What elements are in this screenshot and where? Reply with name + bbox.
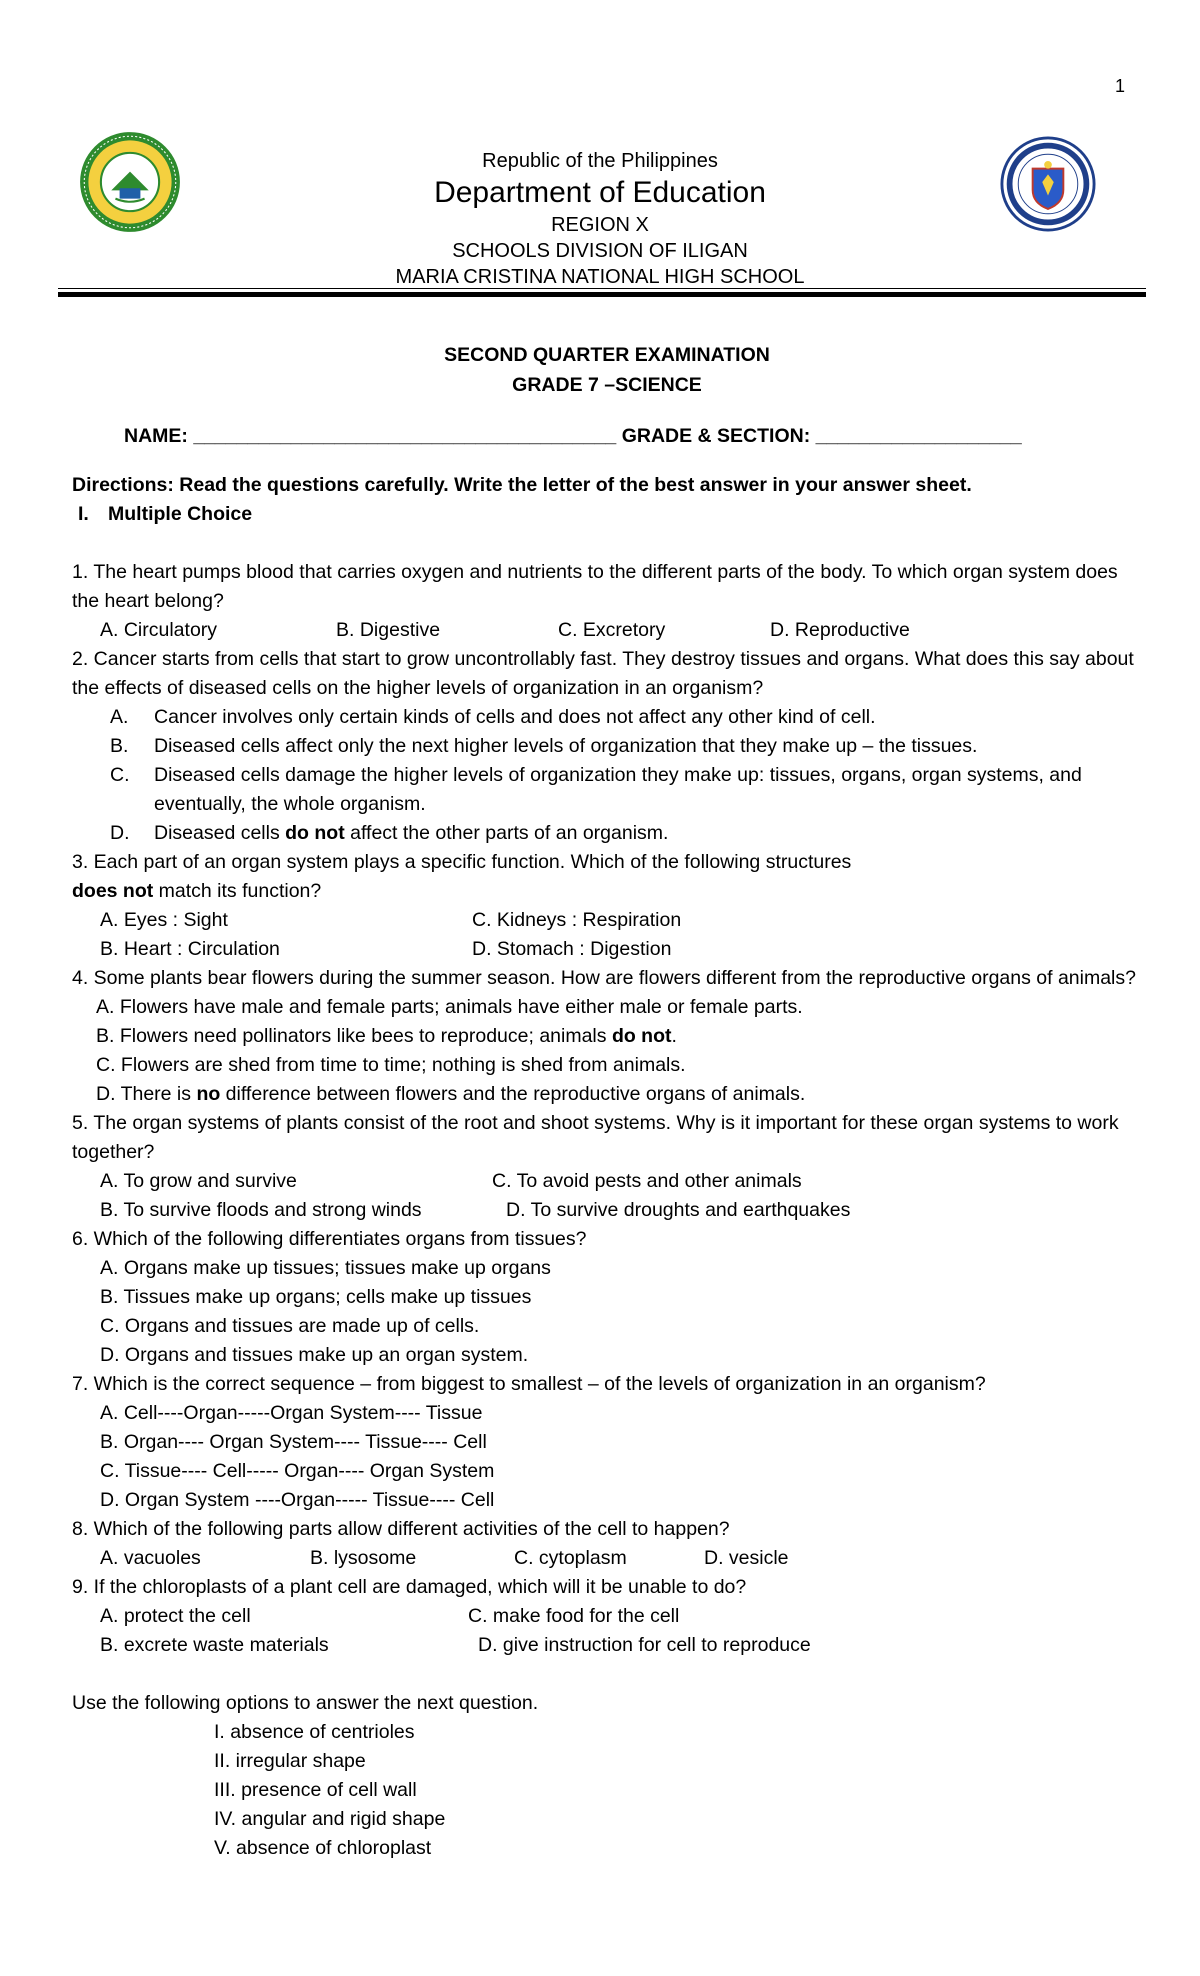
question-6: 6. Which of the following differentiates organs from tissues?: [72, 1228, 587, 1250]
question-8-choices: [72, 1544, 1142, 1573]
department-line: Department of Education: [434, 176, 766, 209]
q8-choice-d: D. vesicle: [704, 1547, 789, 1569]
question-3-choices-1: [72, 906, 1142, 935]
option-iv: IV. angular and rigid shape: [214, 1808, 446, 1830]
exam-title: SECOND QUARTER EXAMINATION: [444, 344, 770, 366]
q6-choice-b: B. Tissues make up organs; cells make up tissues: [100, 1286, 532, 1308]
question-3: 3. Each part of an organ system plays a specific function. Which of the following structures: [72, 851, 852, 873]
q9-choice-d: D. give instruction for cell to reproduce: [478, 1634, 811, 1656]
question-1: 1. The heart pumps blood that carries oxygen and nutrients to the different parts of the body. To which organ system does the heart belong?: [72, 561, 1118, 612]
letterhead: [0, 148, 1200, 290]
q6-choice-c: C. Organs and tissues are made up of cells.: [100, 1315, 480, 1337]
question-9-choices-2: [72, 1631, 1142, 1660]
question-9: 9. If the chloroplasts of a plant cell are damaged, which will it be unable to do?: [72, 1576, 747, 1598]
question-9-choices-1: [72, 1602, 1142, 1631]
division-line: SCHOOLS DIVISION OF ILIGAN: [452, 240, 748, 262]
question-4: 4. Some plants bear flowers during the summer season. How are flowers different from the reproductive organs of animals?: [72, 967, 1136, 989]
exam-body: [72, 340, 1142, 1863]
section-heading: [72, 500, 1142, 529]
option-iii: III. presence of cell wall: [214, 1779, 417, 1801]
q3-choice-c: C. Kidneys : Respiration: [472, 909, 682, 931]
question-3-choices-2: [72, 935, 1142, 964]
q4-choice-d: D. There is no difference between flowers and the reproductive organs of animals.: [96, 1083, 806, 1105]
q7-choice-b: B. Organ---- Organ System---- Tissue---- Cell: [100, 1431, 487, 1453]
question-3-cont: does not match its function?: [72, 880, 322, 902]
q5-choice-d: D. To survive droughts and earthquakes: [506, 1199, 851, 1221]
page-number: 1: [1114, 76, 1125, 96]
option-v: V. absence of chloroplast: [214, 1837, 432, 1859]
q3-choice-d: D. Stomach : Digestion: [472, 938, 672, 960]
q1-choice-d: D. Reproductive: [770, 619, 910, 641]
section-label: Multiple Choice: [108, 503, 253, 525]
header-rule: [58, 292, 1146, 297]
q1-choice-a: A. Circulatory: [100, 619, 218, 641]
q9-choice-a: A. protect the cell: [100, 1605, 251, 1627]
q3-choice-b: B. Heart : Circulation: [100, 938, 280, 960]
section-number: I.: [78, 503, 89, 525]
question-8: 8. Which of the following parts allow different activities of the cell to happen?: [72, 1518, 730, 1540]
q1-choice-b: B. Digestive: [336, 619, 441, 641]
q5-choice-c: C. To avoid pests and other animals: [492, 1170, 802, 1192]
q2-choice-c: C. Diseased cells damage the higher levels of organization they make up: tissues, organs, organ systems, and eventually, the whole organism.: [110, 764, 1082, 815]
option-ii: II. irregular shape: [214, 1750, 366, 1772]
q4-choice-b: B. Flowers need pollinators like bees to reproduce; animals do not.: [96, 1025, 677, 1047]
q4-choice-c: C. Flowers are shed from time to time; nothing is shed from animals.: [96, 1054, 686, 1076]
region-line: REGION X: [551, 214, 649, 236]
q9-choice-b: B. excrete waste materials: [100, 1634, 329, 1656]
q7-choice-c: C. Tissue---- Cell----- Organ---- Organ System: [100, 1460, 495, 1482]
question-5-choices-2: [72, 1196, 1142, 1225]
q9-choice-c: C. make food for the cell: [468, 1605, 680, 1627]
q2-choice-a: A. Cancer involves only certain kinds of cells and does not affect any other kind of cell.: [110, 706, 876, 728]
question-5: 5. The organ systems of plants consist of the root and shoot systems. Why is it important for these organ systems to work together?: [72, 1112, 1119, 1163]
q5-choice-a: A. To grow and survive: [100, 1170, 297, 1192]
q2-choice-b: B. Diseased cells affect only the next higher levels of organization that they make up – the tissues.: [110, 735, 978, 757]
q5-choice-b: B. To survive floods and strong winds: [100, 1199, 422, 1221]
q2-choice-d: D. Diseased cells do not affect the other parts of an organism.: [110, 822, 669, 844]
q6-choice-d: D. Organs and tissues make up an organ system.: [100, 1344, 529, 1366]
name-section-line: NAME: _______________________________________ GRADE & SECTION: ___________________: [124, 425, 1022, 447]
q7-choice-d: D. Organ System ----Organ----- Tissue---- Cell: [100, 1489, 495, 1511]
q4-choice-a: A. Flowers have male and female parts; animals have either male or female parts.: [96, 996, 803, 1018]
q3-choice-a: A. Eyes : Sight: [100, 909, 228, 931]
exam-subtitle: GRADE 7 –SCIENCE: [512, 374, 702, 396]
school-line: MARIA CRISTINA NATIONAL HIGH SCHOOL: [395, 266, 805, 288]
q8-choice-a: A. vacuoles: [100, 1547, 201, 1569]
directions: Directions: Read the questions carefully. Write the letter of the best answer in your answer sheet.: [72, 474, 972, 496]
question-5-choices-1: [72, 1167, 1142, 1196]
question-7: 7. Which is the correct sequence – from biggest to smallest – of the levels of organization in an organism?: [72, 1373, 986, 1395]
q8-choice-c: C. cytoplasm: [514, 1547, 627, 1569]
republic-line: Republic of the Philippines: [482, 150, 718, 172]
question-1-choices: [72, 616, 1142, 645]
q7-choice-a: A. Cell----Organ-----Organ System---- Tissue: [100, 1402, 483, 1424]
q6-choice-a: A. Organs make up tissues; tissues make up organs: [100, 1257, 551, 1279]
question-2: 2. Cancer starts from cells that start to grow uncontrollably fast. They destroy tissues and organs. What does this say about the effects of diseased cells on the higher levels of organization in an organism?: [72, 648, 1134, 699]
q1-choice-c: C. Excretory: [558, 619, 666, 641]
option-i: I. absence of centrioles: [214, 1721, 415, 1743]
header-rule-thin: [58, 288, 1146, 289]
options-intro: Use the following options to answer the next question.: [72, 1692, 539, 1714]
q8-choice-b: B. lysosome: [310, 1547, 417, 1569]
